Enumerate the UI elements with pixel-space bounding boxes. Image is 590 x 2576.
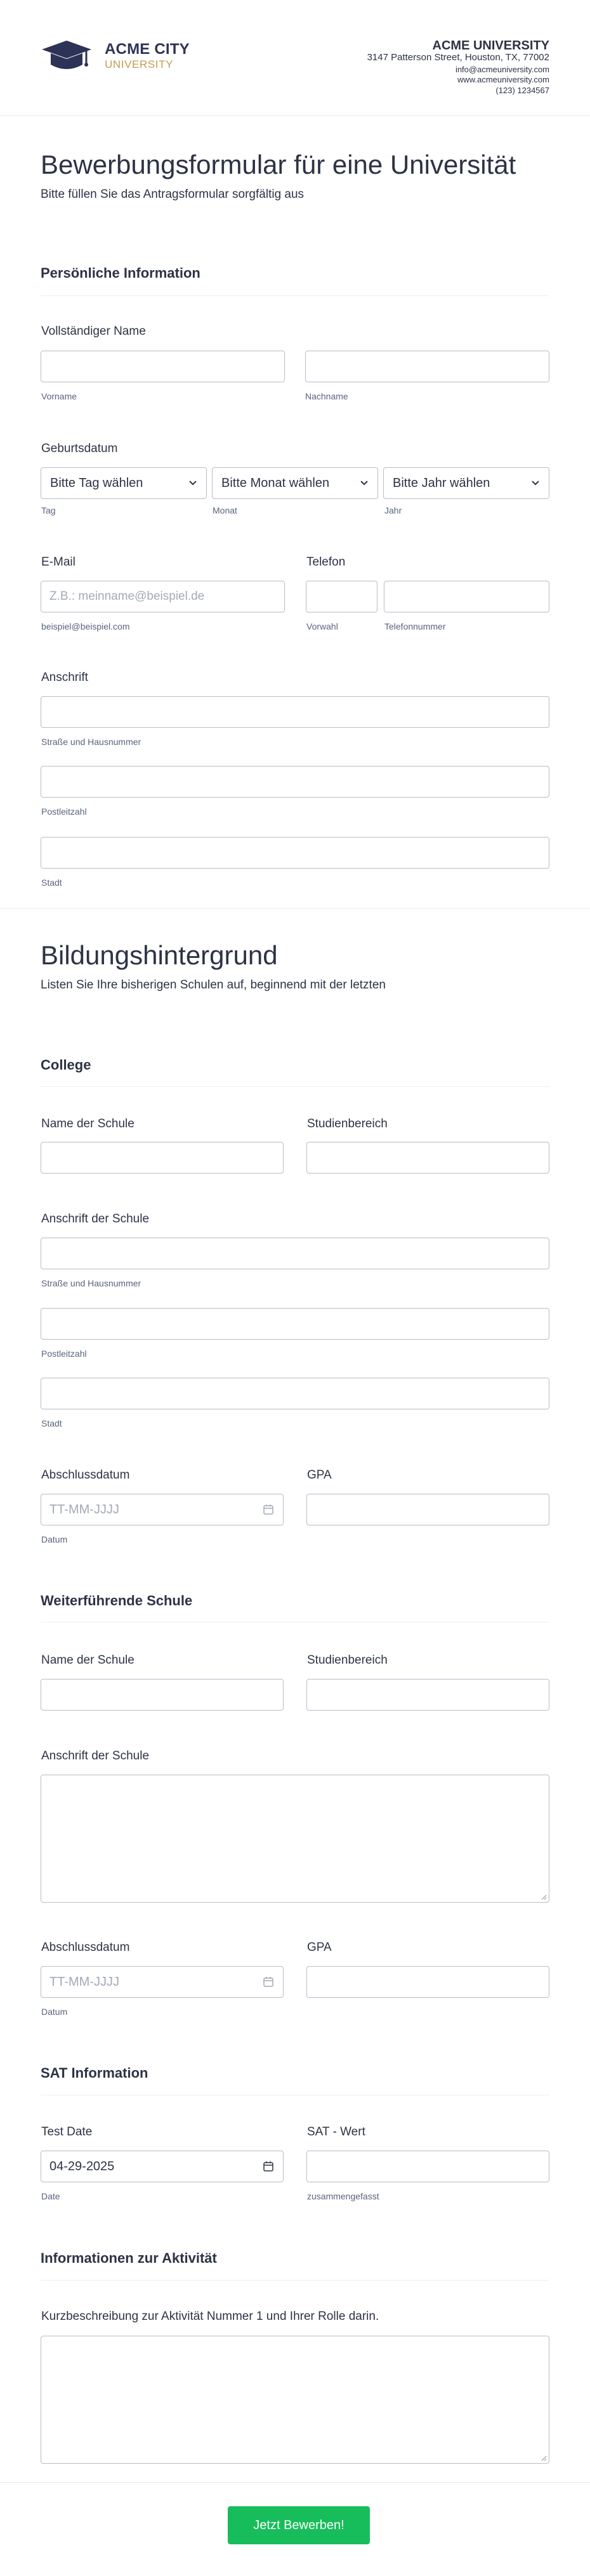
divider [41, 295, 549, 296]
phone-number-hint: Telefonnummer [384, 621, 446, 631]
education-subtitle: Listen Sie Ihre bisherigen Schulen auf, beginnend mit der letzten [41, 978, 386, 992]
zip-hint: Postleitzahl [41, 806, 87, 817]
activity-textarea[interactable] [41, 2336, 549, 2464]
phone-number-input[interactable] [384, 581, 549, 612]
calendar-icon[interactable] [263, 1504, 274, 1515]
chevron-down-icon [188, 479, 197, 488]
birth-month-select[interactable] [212, 467, 378, 499]
graduation-cap-icon [41, 39, 93, 72]
city-hint: Stadt [41, 877, 62, 888]
highschool-grad-label: Abschlussdatum [41, 1941, 130, 1954]
phone-label: Telefon [306, 555, 346, 569]
org-email: info@acmeuniversity.com [455, 65, 549, 74]
sat-score-hint: zusammengefasst [307, 2191, 379, 2201]
sat-test-date-value: 04-29-2025 [49, 2159, 115, 2173]
birth-year-hint: Jahr [384, 505, 402, 515]
birth-month-value: Bitte Monat wählen [221, 476, 330, 490]
chevron-down-icon [531, 479, 540, 488]
college-field-label: Studienbereich [307, 1117, 388, 1130]
birth-year-select[interactable] [383, 467, 549, 499]
section-heading-activity: Informationen zur Aktivität [41, 2250, 217, 2266]
divider [41, 1086, 549, 1087]
org-website: www.acmeuniversity.com [457, 75, 549, 84]
college-city-input[interactable] [41, 1378, 549, 1409]
first-name-hint: Vorname [41, 391, 77, 401]
highschool-grad-hint: Datum [41, 2007, 68, 2017]
college-street-hint: Straße und Hausnummer [41, 1278, 141, 1288]
calendar-icon[interactable] [263, 1976, 274, 1988]
last-name-input[interactable] [305, 351, 549, 382]
birth-month-hint: Monat [213, 505, 237, 515]
calendar-icon[interactable] [263, 2161, 274, 2172]
zip-input[interactable] [41, 766, 549, 798]
last-name-hint: Nachname [305, 391, 348, 401]
section-heading-sat: SAT Information [41, 2065, 148, 2081]
section-heading-highschool: Weiterführende Schule [41, 1593, 193, 1608]
submit-button[interactable]: Jetzt Bewerben! [228, 2506, 370, 2544]
footer-divider [0, 2482, 590, 2483]
full-name-label: Vollständiger Name [41, 325, 146, 338]
birth-day-value: Bitte Tag wählen [50, 476, 143, 490]
divider [41, 2280, 549, 2281]
resize-grip-icon[interactable] [541, 1894, 547, 1900]
highschool-grad-date-input[interactable] [41, 1966, 284, 1998]
logo-subtitle: UNIVERSITY [105, 58, 174, 70]
chevron-down-icon [360, 479, 369, 488]
page-subtitle: Bitte füllen Sie das Antragsformular sorgfältig aus [41, 188, 305, 201]
college-zip-hint: Postleitzahl [41, 1349, 87, 1359]
highschool-address-label: Anschrift der Schule [41, 1749, 150, 1763]
highschool-address-textarea[interactable] [41, 1775, 549, 1903]
college-street-input[interactable] [41, 1238, 549, 1269]
sat-score-input[interactable] [306, 2151, 549, 2182]
address-label: Anschrift [41, 671, 88, 684]
phone-area-hint: Vorwahl [306, 621, 338, 631]
college-zip-input[interactable] [41, 1308, 549, 1340]
highschool-gpa-input[interactable] [306, 1966, 549, 1998]
birth-year-value: Bitte Jahr wählen [393, 476, 490, 490]
sat-test-date-label: Test Date [41, 2125, 93, 2139]
education-title: Bildungshintergrund [41, 940, 278, 970]
college-city-hint: Stadt [41, 1418, 62, 1428]
college-field-input[interactable] [306, 1142, 549, 1174]
street-input[interactable] [41, 696, 549, 728]
college-school-label: Name der Schule [41, 1117, 134, 1130]
college-gpa-label: GPA [307, 1468, 332, 1482]
college-grad-date-input[interactable] [41, 1494, 284, 1525]
section-divider [0, 908, 590, 909]
phone-area-input[interactable] [306, 581, 377, 612]
section-heading-college: College [41, 1057, 91, 1073]
sat-test-date-input[interactable] [41, 2151, 284, 2182]
first-name-input[interactable] [41, 351, 285, 382]
highschool-field-label: Studienbereich [307, 1654, 388, 1667]
college-grad-label: Abschlussdatum [41, 1468, 130, 1482]
email-input[interactable] [41, 581, 285, 612]
sat-test-date-hint: Date [41, 2191, 60, 2201]
birth-day-select[interactable] [41, 467, 207, 499]
org-phone: (123) 1234567 [495, 86, 549, 95]
street-hint: Straße und Hausnummer [41, 737, 141, 747]
college-gpa-input[interactable] [306, 1494, 549, 1525]
college-grad-placeholder: TT-MM-JJJJ [49, 1502, 119, 1517]
highschool-school-label: Name der Schule [41, 1654, 134, 1667]
activity-label: Kurzbeschreibung zur Aktivität Nummer 1 und Ihrer Rolle darin. [41, 2310, 379, 2323]
form-header [0, 0, 590, 116]
college-grad-hint: Datum [41, 1534, 68, 1544]
college-address-label: Anschrift der Schule [41, 1212, 150, 1226]
org-name: ACME UNIVERSITY [432, 39, 549, 53]
section-heading-personal: Persönliche Information [41, 265, 200, 281]
birth-day-hint: Tag [41, 505, 56, 515]
city-input[interactable] [41, 837, 549, 869]
resize-grip-icon[interactable] [541, 2455, 547, 2461]
org-street: 3147 Patterson Street, Houston, TX, 77002 [367, 52, 549, 63]
page-title: Bewerbungsformular für eine Universität [41, 150, 516, 179]
logo-name: ACME CITY [105, 41, 190, 58]
sat-score-label: SAT - Wert [307, 2125, 365, 2139]
highschool-school-input[interactable] [41, 1679, 284, 1711]
highschool-gpa-label: GPA [307, 1941, 332, 1954]
email-label: E-Mail [41, 555, 75, 569]
email-hint: beispiel@beispiel.com [41, 621, 130, 631]
college-school-input[interactable] [41, 1142, 284, 1174]
highschool-field-input[interactable] [306, 1679, 549, 1711]
birth-date-label: Geburtsdatum [41, 442, 118, 455]
highschool-grad-placeholder: TT-MM-JJJJ [49, 1974, 119, 1989]
